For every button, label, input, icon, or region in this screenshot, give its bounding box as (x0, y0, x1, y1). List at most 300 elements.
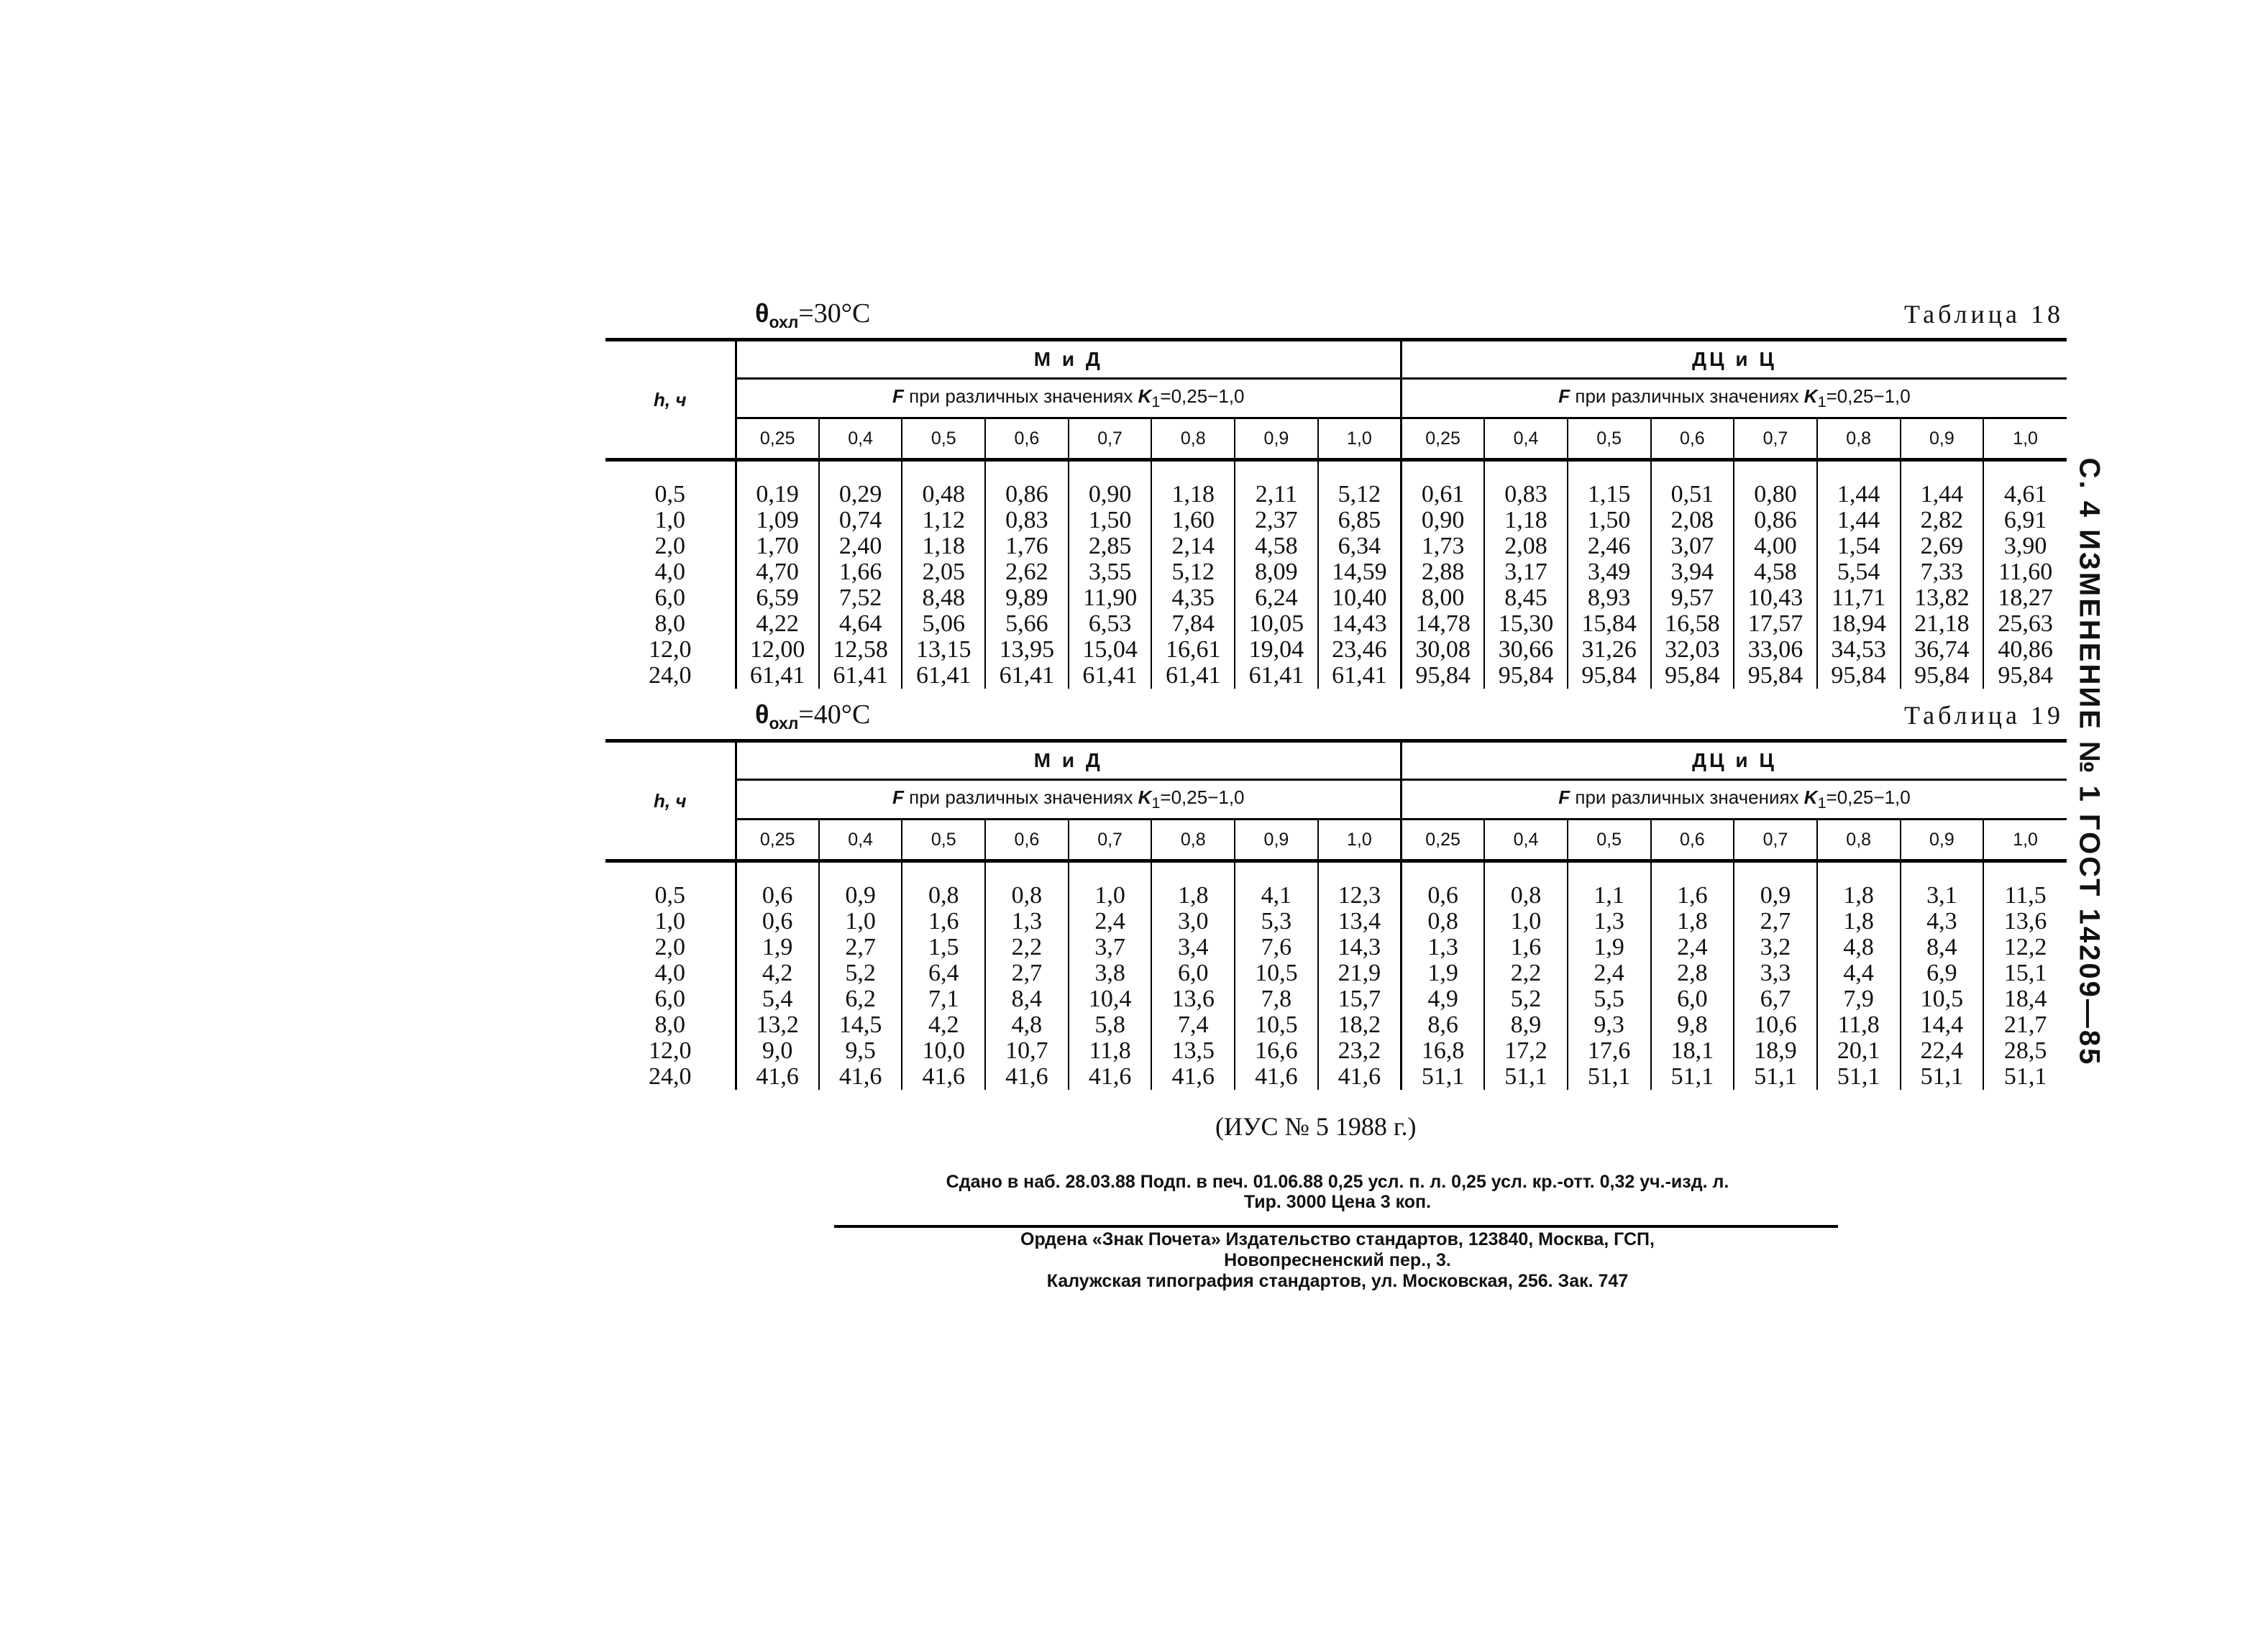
dc-value-cell: 0,83 (1484, 482, 1568, 508)
dc-value-cell: 1,1 (1568, 883, 1651, 909)
md-value-cell: 14,5 (819, 1012, 902, 1038)
table-19-cooling-temperature (755, 699, 870, 733)
dc-value-cell: 5,54 (1817, 559, 1901, 585)
md-value-cell: 11,90 (1069, 585, 1152, 611)
dc-value-cell: 1,8 (1651, 909, 1734, 935)
dc-value-cell: 3,17 (1484, 559, 1568, 585)
md-value-cell: 10,40 (1318, 585, 1402, 611)
md-value-cell: 1,18 (902, 533, 985, 559)
md-value-cell: 0,8 (985, 883, 1069, 909)
h-value-cell: 24,0 (605, 1064, 736, 1090)
md-value-cell: 0,90 (1069, 482, 1152, 508)
md-value-cell: 3,55 (1069, 559, 1152, 585)
subheader-text: при различных значениях (903, 385, 1138, 407)
table-19-subheader-dc (1401, 780, 2067, 820)
md-value-cell: 1,76 (985, 533, 1069, 559)
md-value-cell: 7,6 (1235, 935, 1318, 960)
dc-value-cell: 51,1 (1817, 1064, 1901, 1090)
dc-value-cell: 15,84 (1568, 611, 1651, 637)
spacer-cell (1568, 460, 1651, 482)
md-value-cell: 6,0 (1151, 960, 1235, 986)
dc-value-cell: 0,8 (1401, 909, 1484, 935)
dc-value-cell: 5,5 (1568, 986, 1651, 1012)
md-value-cell: 0,86 (985, 482, 1069, 508)
dc-value-cell: 3,07 (1651, 533, 1734, 559)
subheader-text: при различных значениях (1570, 385, 1804, 407)
md-value-cell: 0,9 (819, 883, 902, 909)
dc-value-cell: 1,8 (1817, 883, 1901, 909)
table-19-k-row (605, 820, 2067, 861)
theta-value: =30°C (798, 298, 871, 329)
table-18-body (605, 460, 2067, 689)
subheader-text: при различных значениях (1570, 786, 1804, 808)
spacer-row (605, 460, 2067, 482)
h-value-cell: 4,0 (605, 960, 736, 986)
md-value-cell: 13,2 (736, 1012, 819, 1038)
md-value-cell: 41,6 (736, 1064, 819, 1090)
spacer-cell (1484, 460, 1568, 482)
dc-value-cell: 14,78 (1401, 611, 1484, 637)
table-row (605, 986, 2067, 1012)
spacer-cell (736, 861, 819, 884)
dc-value-cell: 3,94 (1651, 559, 1734, 585)
dc-value-cell: 2,08 (1651, 508, 1734, 533)
spacer-cell (1817, 460, 1901, 482)
spacer-cell (1734, 460, 1817, 482)
md-value-cell: 1,9 (736, 935, 819, 960)
table-18-caption-row (605, 295, 2067, 338)
md-value-cell: 1,8 (1151, 883, 1235, 909)
k-header: 0,4 (819, 418, 902, 460)
dc-value-cell: 4,4 (1817, 960, 1901, 986)
dc-value-cell: 11,8 (1817, 1012, 1901, 1038)
dc-value-cell: 30,66 (1484, 637, 1568, 663)
dc-value-cell: 40,86 (1998, 636, 2053, 663)
dc-value-cell: 17,57 (1734, 611, 1817, 637)
md-value-cell: 9,5 (819, 1038, 902, 1064)
publisher-line: Калужская типография стандартов, ул. Московская, 256. Зак. 747 (1046, 1271, 1629, 1291)
k-header: 0,25 (736, 418, 819, 460)
md-value-cell: 7,52 (819, 585, 902, 611)
h-value-cell: 8,0 (605, 1012, 736, 1038)
dc-value-cell: 1,44 (1817, 508, 1901, 533)
dc-value-cell: 2,69 (1901, 533, 1984, 559)
md-value-cell: 10,5 (1235, 960, 1318, 986)
dc-value-cell: 6,7 (1734, 986, 1817, 1012)
theta-symbol: θ (755, 699, 769, 729)
md-value-cell: 0,74 (819, 508, 902, 533)
dc-value-cell: 1,3 (1401, 935, 1484, 960)
md-value-cell: 41,6 (902, 1064, 985, 1090)
publisher-line: Ордена «Знак Почета» Издательство стандартов, 123840, Москва, ГСП, (1020, 1229, 1655, 1249)
dc-value-cell: 6,9 (1901, 960, 1984, 986)
dc-value-cell: 34,53 (1817, 637, 1901, 663)
f-symbol: F (1558, 786, 1570, 808)
dc-value-cell: 32,03 (1651, 637, 1734, 663)
dc-value-cell: 0,61 (1401, 482, 1484, 508)
md-value-cell: 0,29 (819, 482, 902, 508)
md-value-cell: 4,70 (736, 559, 819, 585)
dc-value-cell: 13,82 (1901, 585, 1984, 611)
md-value-cell: 6,4 (902, 960, 985, 986)
md-value-cell: 0,83 (985, 508, 1069, 533)
md-value-cell: 41,6 (1235, 1064, 1318, 1090)
side-caption: С. 4 ИЗМЕНЕНИЕ № 1 ГОСТ 14209—85 (2073, 457, 2105, 1067)
table-row (605, 909, 2067, 935)
md-value-cell: 12,00 (736, 637, 819, 663)
md-value-cell: 8,48 (902, 585, 985, 611)
k-header: 0,8 (1151, 820, 1235, 861)
theta-subscript: охл (769, 714, 799, 733)
md-value-cell: 2,14 (1151, 533, 1235, 559)
spacer-cell (1151, 861, 1235, 884)
table-row (605, 1064, 2067, 1090)
dc-value-cell: 14,4 (1901, 1012, 1984, 1038)
dc-value-cell: 2,2 (1484, 960, 1568, 986)
dc-value-cell: 2,7 (1734, 909, 1817, 935)
dc-value-cell: 7,33 (1901, 559, 1984, 585)
k-header: 0,25 (736, 820, 819, 861)
spacer-cell (1318, 460, 1402, 482)
md-value-cell: 4,2 (902, 1012, 985, 1038)
table-19-caption-row (605, 696, 2067, 739)
md-value-cell: 7,8 (1235, 986, 1318, 1012)
md-value-cell: 4,35 (1151, 585, 1235, 611)
md-value-cell: 1,3 (985, 909, 1069, 935)
md-value-cell: 2,7 (985, 960, 1069, 986)
k-range: =0,25−1,0 (1826, 385, 1911, 407)
dc-value-cell: 4,58 (1734, 559, 1817, 585)
table-row (605, 559, 2067, 585)
table-row (605, 611, 2067, 637)
h-value-cell: 1,0 (605, 508, 736, 533)
md-value-cell: 3,8 (1069, 960, 1152, 986)
dc-value-cell: 0,86 (1734, 508, 1817, 533)
md-value-cell: 13,95 (985, 637, 1069, 663)
table-row (605, 1012, 2067, 1038)
k-header: 0,9 (1235, 418, 1318, 460)
md-value-cell: 6,59 (736, 585, 819, 611)
k-symbol: K (1138, 385, 1152, 407)
dc-value-cell: 95,84 (1651, 663, 1734, 689)
md-value-cell: 61,41 (1235, 663, 1318, 689)
dc-value-cell: 25,63 (1998, 610, 2053, 637)
k-subscript: 1 (1817, 794, 1826, 812)
dc-value-cell: 33,06 (1734, 637, 1817, 663)
dc-value-cell: 31,26 (1568, 637, 1651, 663)
md-value-cell: 4,58 (1235, 533, 1318, 559)
spacer-cell (1983, 861, 2067, 884)
md-value-cell: 5,66 (985, 611, 1069, 637)
table-row (605, 482, 2067, 508)
table-19-subheader-md (736, 780, 1401, 820)
md-value-cell: 2,40 (819, 533, 902, 559)
f-symbol: F (1558, 385, 1570, 407)
table-19-title: Таблица 19 (1904, 701, 2064, 730)
md-value-cell: 61,41 (1069, 663, 1152, 689)
dc-value-cell: 6,0 (1651, 986, 1734, 1012)
dc-value-cell: 51,1 (1734, 1064, 1817, 1090)
dc-value-cell: 30,08 (1401, 637, 1484, 663)
dc-value-cell: 1,50 (1568, 508, 1651, 533)
k-header: 0,6 (1651, 418, 1734, 460)
dc-value-cell: 16,8 (1401, 1038, 1484, 1064)
spacer-cell (1235, 460, 1318, 482)
dc-value-cell: 4,9 (1401, 986, 1484, 1012)
k-header: 1,0 (2013, 829, 2038, 850)
dc-value-cell: 51,1 (1651, 1064, 1734, 1090)
table-18-cooling-temperature (755, 298, 870, 332)
spacer-cell (819, 861, 902, 884)
dc-value-cell: 10,5 (1901, 986, 1984, 1012)
dc-value-cell: 11,60 (1998, 559, 2053, 585)
md-value-cell: 2,37 (1235, 508, 1318, 533)
md-value-cell: 2,05 (902, 559, 985, 585)
md-value-cell: 13,5 (1151, 1038, 1235, 1064)
h-value-cell: 6,0 (605, 986, 736, 1012)
dc-value-cell: 95,84 (1901, 663, 1984, 689)
subheader-text: при различных значениях (903, 786, 1138, 808)
md-value-cell: 8,4 (985, 986, 1069, 1012)
md-value-cell: 0,19 (736, 482, 819, 508)
spacer-cell (1734, 861, 1817, 884)
h-value-cell: 6,0 (605, 585, 736, 611)
table-row (605, 533, 2067, 559)
dc-value-cell: 4,8 (1817, 935, 1901, 960)
md-value-cell: 10,05 (1235, 611, 1318, 637)
dc-value-cell: 28,5 (2003, 1037, 2047, 1064)
md-value-cell: 14,3 (1318, 935, 1402, 960)
md-value-cell: 1,6 (902, 909, 985, 935)
k-header: 0,5 (1568, 418, 1651, 460)
md-value-cell: 8,09 (1235, 559, 1318, 585)
dc-value-cell: 2,4 (1568, 960, 1651, 986)
md-value-cell: 0,6 (736, 909, 819, 935)
md-value-cell: 7,84 (1151, 611, 1235, 637)
md-value-cell: 1,12 (902, 508, 985, 533)
dc-value-cell: 12,2 (2003, 934, 2047, 960)
md-value-cell: 6,85 (1318, 508, 1402, 533)
dc-value-cell: 11,71 (1817, 585, 1901, 611)
dc-value-cell: 36,74 (1901, 637, 1984, 663)
k-header: 0,7 (1734, 418, 1817, 460)
dc-value-cell: 95,84 (1401, 663, 1484, 689)
spacer-cell (1401, 460, 1484, 482)
md-value-cell: 5,8 (1069, 1012, 1152, 1038)
dc-value-cell: 8,00 (1401, 585, 1484, 611)
dc-value-cell: 1,73 (1401, 533, 1484, 559)
k-header: 0,25 (1401, 418, 1484, 460)
md-value-cell: 11,8 (1069, 1038, 1152, 1064)
md-value-cell: 1,70 (736, 533, 819, 559)
dc-value-cell: 0,6 (1401, 883, 1484, 909)
dc-value-cell: 2,4 (1651, 935, 1734, 960)
dc-value-cell: 1,44 (1901, 482, 1984, 508)
dc-value-cell: 2,08 (1484, 533, 1568, 559)
k-range: =0,25−1,0 (1826, 786, 1911, 808)
k-header: 0,9 (1235, 820, 1318, 861)
table-19-h-header: h, ч (605, 741, 736, 861)
md-value-cell: 6,2 (819, 986, 902, 1012)
theta-symbol: θ (755, 298, 769, 328)
k-header: 0,7 (1734, 820, 1817, 861)
spacer-cell (1318, 861, 1402, 884)
spacer-row (605, 861, 2067, 884)
md-value-cell: 5,2 (819, 960, 902, 986)
dc-value-cell: 5,2 (1484, 986, 1568, 1012)
k-header: 1,0 (1318, 418, 1402, 460)
k-header: 1,0 (2013, 428, 2038, 449)
k-header: 0,4 (1484, 820, 1568, 861)
k-symbol: K (1803, 385, 1818, 407)
spacer-cell (902, 861, 985, 884)
md-value-cell: 5,4 (736, 986, 819, 1012)
spacer-cell (1401, 861, 1484, 884)
dc-value-cell: 1,15 (1568, 482, 1651, 508)
spacer-cell (985, 460, 1069, 482)
dc-value-cell: 13,6 (2003, 908, 2047, 935)
dc-value-cell: 95,84 (1484, 663, 1568, 689)
f-symbol: F (892, 385, 904, 407)
h-value-cell: 12,0 (605, 637, 736, 663)
md-value-cell: 1,66 (819, 559, 902, 585)
ius-reference: (ИУС № 5 1988 г.) (1215, 1112, 1417, 1141)
k-symbol: K (1803, 786, 1818, 808)
spacer-cell (1651, 460, 1734, 482)
md-value-cell: 4,64 (819, 611, 902, 637)
md-value-cell: 0,8 (902, 883, 985, 909)
md-value-cell: 61,41 (1318, 663, 1402, 689)
md-value-cell: 61,41 (902, 663, 985, 689)
h-value-cell: 0,5 (605, 883, 736, 909)
md-value-cell: 2,85 (1069, 533, 1152, 559)
dc-value-cell: 4,3 (1901, 909, 1984, 935)
k-header: 0,25 (1401, 820, 1484, 861)
h-value-cell: 0,5 (605, 482, 736, 508)
md-value-cell: 15,04 (1069, 637, 1152, 663)
dc-value-cell: 0,80 (1734, 482, 1817, 508)
h-value-cell: 8,0 (605, 611, 736, 637)
md-value-cell: 1,50 (1069, 508, 1152, 533)
spacer-cell (1235, 861, 1318, 884)
dc-value-cell: 95,84 (1998, 662, 2053, 689)
spacer-cell (819, 460, 902, 482)
dc-value-cell: 51,1 (1568, 1064, 1651, 1090)
k-subscript: 1 (1151, 794, 1161, 812)
f-symbol: F (892, 786, 904, 808)
table-row (605, 883, 2067, 909)
spacer-cell (1069, 460, 1152, 482)
md-value-cell: 4,1 (1235, 883, 1318, 909)
spacer-cell (1484, 861, 1568, 884)
dc-value-cell: 18,94 (1817, 611, 1901, 637)
k-header: 0,5 (1568, 820, 1651, 861)
table-19-block (605, 696, 2067, 1090)
dc-value-cell: 0,51 (1651, 482, 1734, 508)
dc-value-cell: 51,1 (1901, 1064, 1984, 1090)
dc-value-cell: 95,84 (1568, 663, 1651, 689)
dc-value-cell: 11,5 (2004, 882, 2047, 909)
dc-value-cell: 1,6 (1484, 935, 1568, 960)
md-value-cell: 3,0 (1151, 909, 1235, 935)
md-value-cell: 19,04 (1235, 637, 1318, 663)
k-header: 0,7 (1069, 820, 1152, 861)
md-value-cell: 0,48 (902, 482, 985, 508)
spacer-cell (1568, 861, 1651, 884)
md-value-cell: 6,34 (1318, 533, 1402, 559)
dc-value-cell: 3,1 (1901, 883, 1984, 909)
table-row (605, 663, 2067, 689)
dc-value-cell: 22,4 (1901, 1038, 1984, 1064)
md-value-cell: 1,18 (1151, 482, 1235, 508)
table-row (605, 1038, 2067, 1064)
md-value-cell: 5,12 (1151, 559, 1235, 585)
table-18-subheader-dc (1401, 379, 2067, 418)
theta-value: =40°C (798, 699, 871, 730)
dc-value-cell: 0,8 (1484, 883, 1568, 909)
dc-value-cell: 3,3 (1734, 960, 1817, 986)
imprint-divider (834, 1225, 1838, 1228)
table-19-body (605, 861, 2067, 1091)
table-18-title: Таблица 18 (1904, 300, 2064, 329)
dc-value-cell: 0,90 (1401, 508, 1484, 533)
dc-value-cell: 8,93 (1568, 585, 1651, 611)
dc-value-cell: 7,9 (1817, 986, 1901, 1012)
h-value-cell: 1,0 (605, 909, 736, 935)
md-value-cell: 16,61 (1151, 637, 1235, 663)
md-value-cell: 41,6 (819, 1064, 902, 1090)
k-header: 0,6 (985, 820, 1069, 861)
md-value-cell: 41,6 (1069, 1064, 1152, 1090)
md-value-cell: 41,6 (1151, 1064, 1235, 1090)
dc-value-cell: 2,82 (1901, 508, 1984, 533)
table-row (605, 960, 2067, 986)
h-value-cell: 4,0 (605, 559, 736, 585)
dc-value-cell: 6,91 (2003, 507, 2047, 533)
k-header: 0,8 (1817, 820, 1901, 861)
spacer-cell (736, 460, 819, 482)
spacer-cell (1151, 460, 1235, 482)
md-value-cell: 10,7 (985, 1038, 1069, 1064)
md-value-cell: 0,6 (736, 883, 819, 909)
k-range: =0,25−1,0 (1160, 786, 1245, 808)
k-header: 1,0 (1318, 820, 1402, 861)
md-value-cell: 6,24 (1235, 585, 1318, 611)
md-value-cell: 2,62 (985, 559, 1069, 585)
md-value-cell: 13,4 (1318, 909, 1402, 935)
md-value-cell: 9,0 (736, 1038, 819, 1064)
dc-value-cell: 4,61 (2003, 481, 2047, 508)
table-18-block (605, 295, 2067, 689)
md-value-cell: 2,4 (1069, 909, 1152, 935)
dc-value-cell: 15,1 (2003, 960, 2047, 986)
spacer-cell (1651, 861, 1734, 884)
dc-value-cell: 51,1 (1484, 1064, 1568, 1090)
md-value-cell: 3,4 (1151, 935, 1235, 960)
dc-value-cell: 2,88 (1401, 559, 1484, 585)
dc-value-cell: 10,6 (1734, 1012, 1817, 1038)
spacer-cell (605, 861, 736, 884)
dc-value-cell: 95,84 (1817, 663, 1901, 689)
md-value-cell: 23,46 (1318, 637, 1402, 663)
md-value-cell: 61,41 (819, 663, 902, 689)
imprint-block (834, 1172, 1841, 1212)
dc-value-cell: 8,4 (1901, 935, 1984, 960)
md-value-cell: 21,9 (1318, 960, 1402, 986)
md-value-cell: 12,58 (819, 637, 902, 663)
dc-value-cell: 1,54 (1817, 533, 1901, 559)
dc-value-cell: 17,2 (1484, 1038, 1568, 1064)
